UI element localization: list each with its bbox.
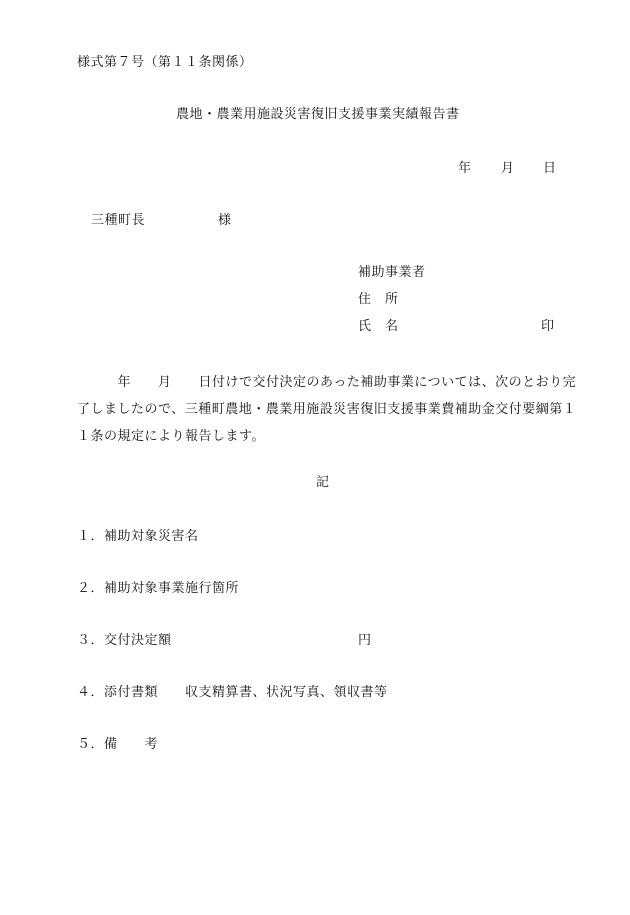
document-title: 農地・農業用施設災害復旧支援事業実績報告書 — [176, 107, 460, 122]
submitter-address-label: 住 所 — [358, 292, 399, 307]
item-disaster-name: １．補助対象災害名 — [77, 529, 199, 544]
item-remarks: ５．備 考 — [77, 737, 159, 752]
item-project-location: ２．補助対象事業施行箇所 — [77, 581, 240, 596]
addressee-name: 三種町長 — [91, 213, 146, 228]
item-grant-amount-unit: 円 — [358, 633, 372, 648]
item-grant-amount: ３．交付決定額 — [77, 633, 172, 648]
submitter-label: 補助事業者 — [358, 265, 426, 280]
date-year-label: 年 — [458, 161, 472, 176]
date-month-label: 月 — [501, 161, 515, 176]
addressee-honorific: 様 — [218, 213, 232, 228]
seal-mark: 印 — [541, 319, 555, 334]
form-number: 様式第７号（第１１条関係） — [77, 55, 253, 70]
item-attachments: ４．添付書類 収支精算書、状況写真、領収書等 — [77, 685, 388, 700]
submitter-name-label: 氏 名 — [358, 319, 399, 334]
ki-heading: 記 — [316, 475, 330, 490]
body-paragraph: 年 月 日付けで交付決定のあった補助事業については、次のとおり完了しましたので、三種町農地・農業用施設災害復旧支援事業費補助金交付要綱第１１条の規定により報告します。 — [77, 375, 577, 444]
date-day-label: 日 — [543, 161, 557, 176]
